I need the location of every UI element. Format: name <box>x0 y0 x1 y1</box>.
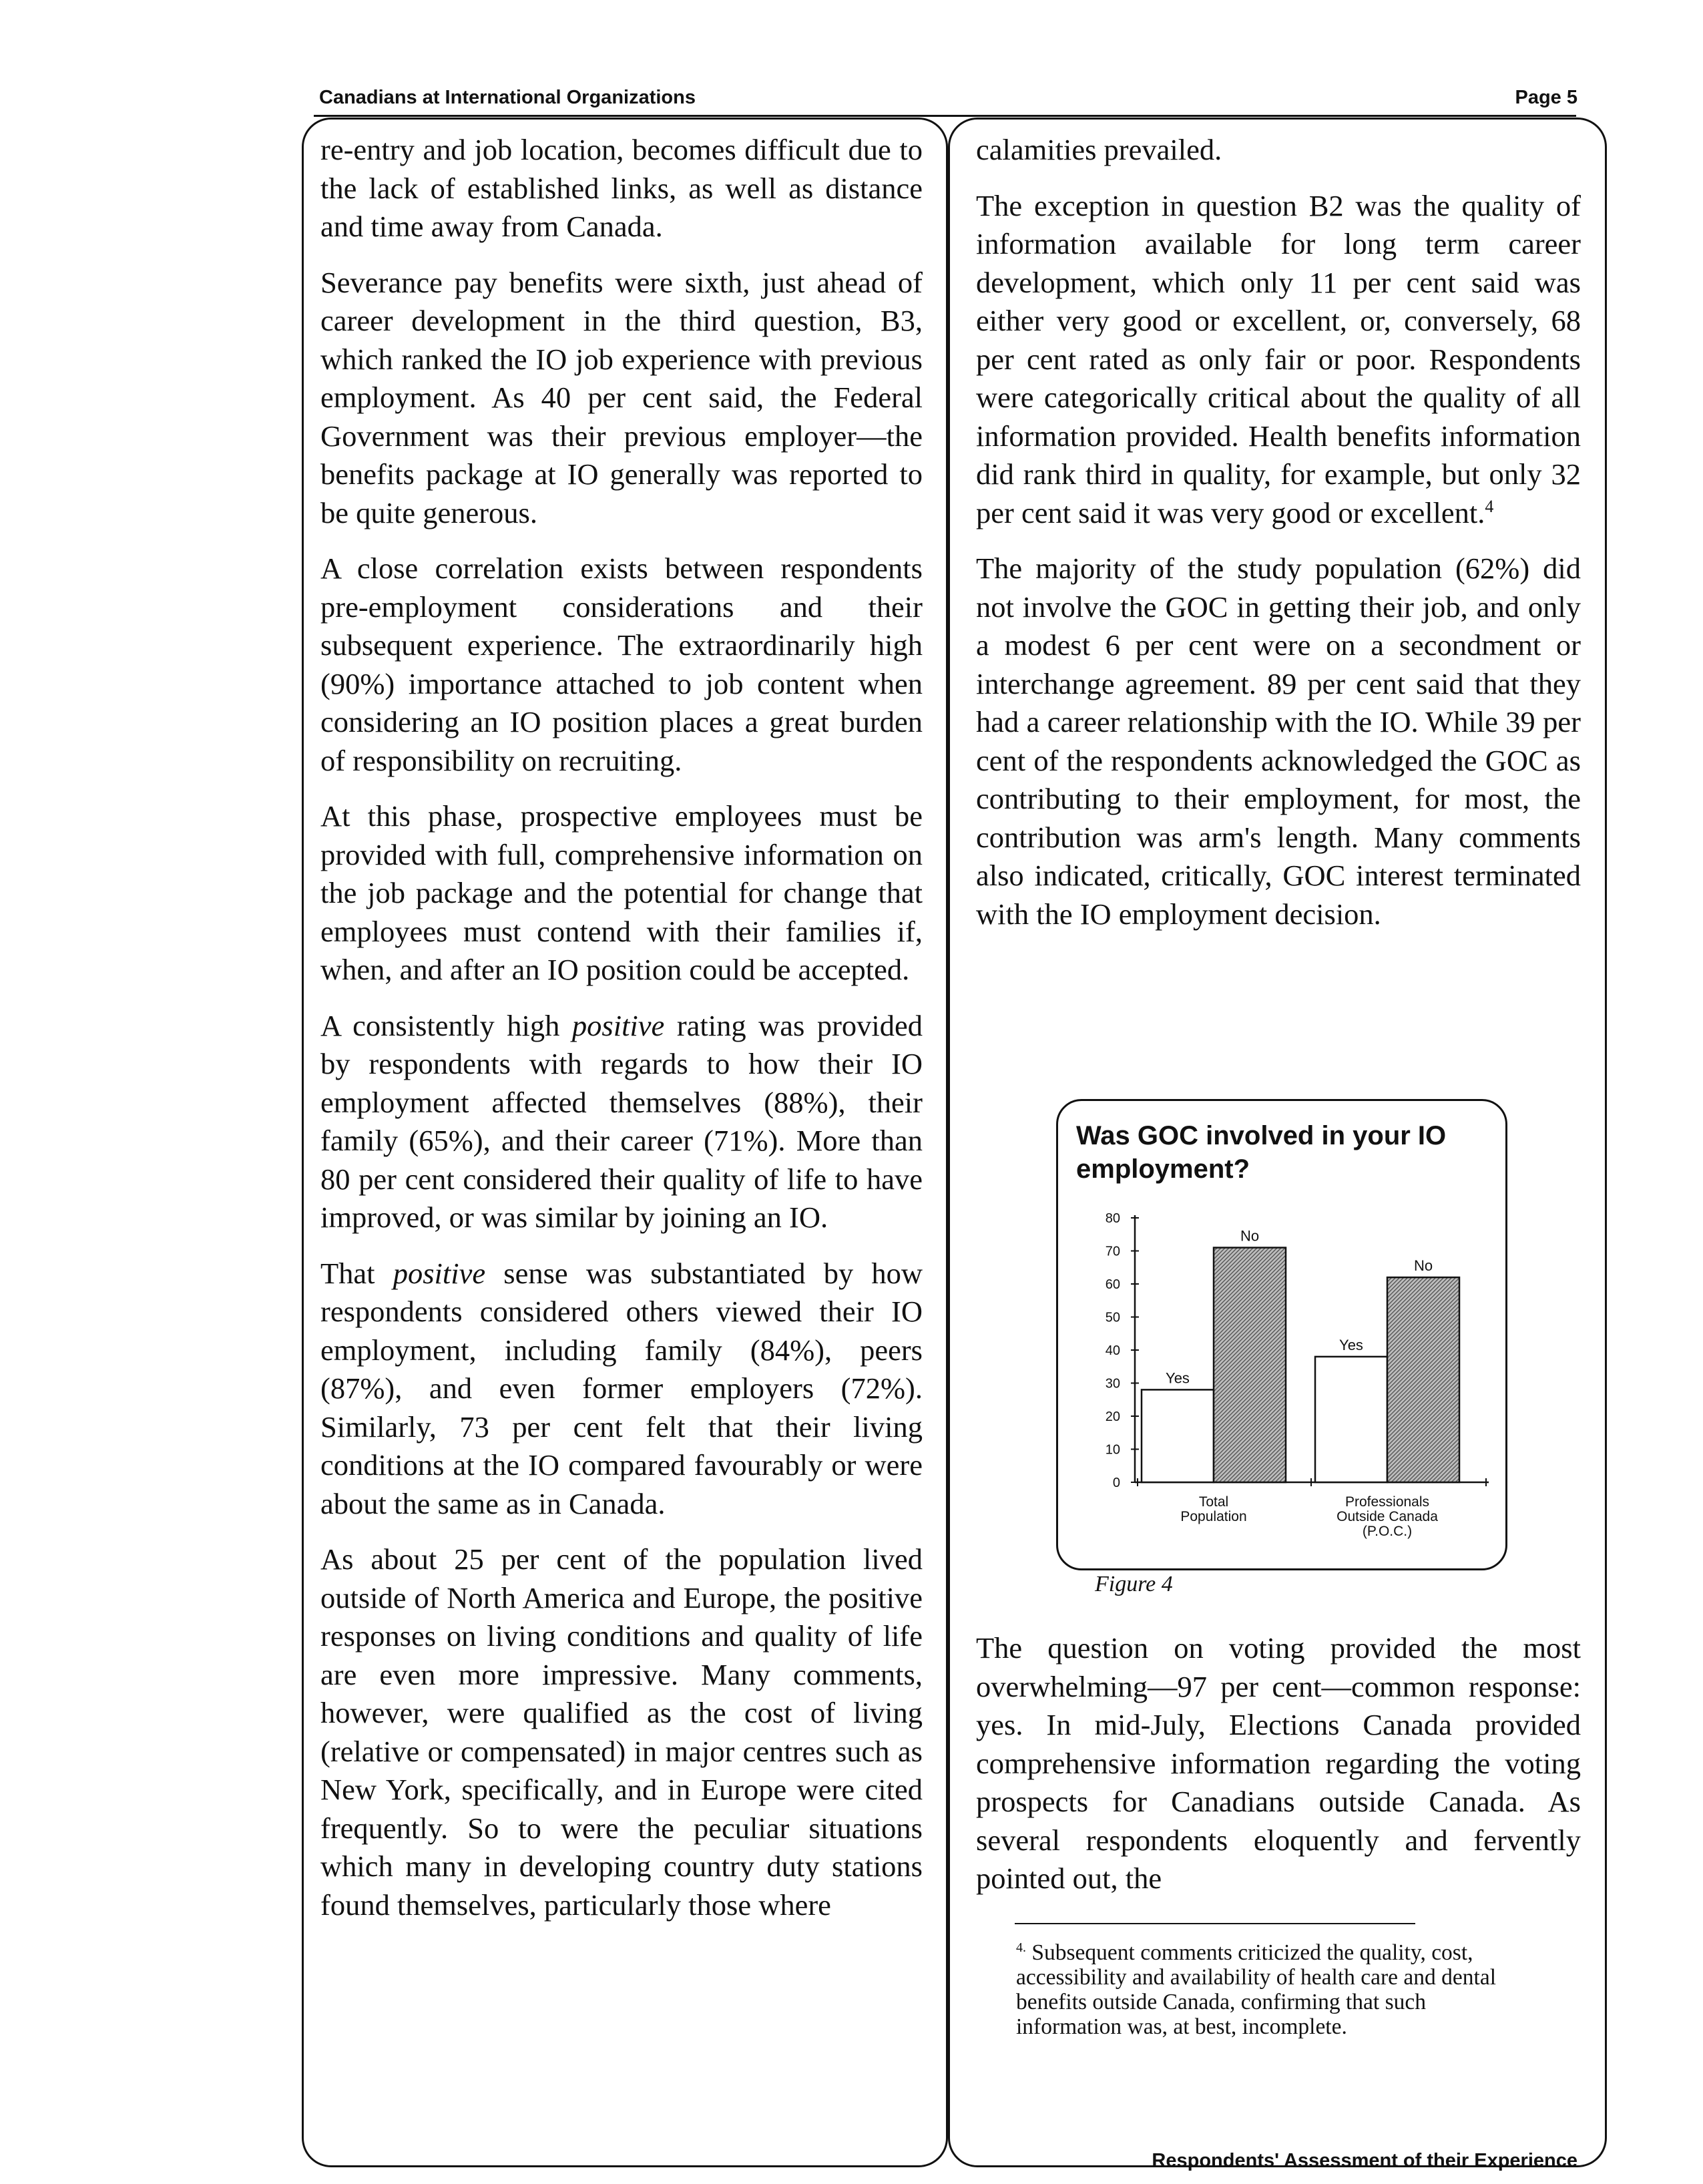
left-column-text <box>320 131 923 1942</box>
paragraph: As about 25 per cent of the population lived outside of North America and Europe, the positive responses on living conditions and quality of life are even more impressive. Many comments, however, were qualified as the cost of living (relative or compensated) in major centres such as New York, specifically, and in Europe were cited frequently. So to were the peculiar situations which many in developing country duty stations found themselves, particularly those where <box>320 1542 923 1922</box>
bar-label: Yes <box>1166 1369 1190 1387</box>
footnote-text: Subsequent comments criticized the quality, cost, accessibility and availability of health care and dental benefits outside Canada, confirming that such information was, at best, incomplete. <box>1016 1940 1497 2039</box>
paragraph: The question on voting provided the most overwhelming—97 per cent—common response: yes. In mid-July, Elections Canada provided comprehensive information regarding the voting prospects for Canadians outside Canada. As several respondents eloquently and fervently pointed out, the <box>976 1631 1581 1895</box>
bar-label: No <box>1413 1257 1433 1275</box>
bar-yes-1 <box>1142 1389 1214 1482</box>
bar-chart <box>1061 1195 1502 1549</box>
bar-yes-2 <box>1315 1357 1387 1482</box>
y-tick-label: 60 <box>1105 1277 1120 1292</box>
paragraph: A close correlation exists between respondents pre-employment considerations and their subsequent experience. The extraordinarily high (90%) importance attached to job content when considering an IO position places a great burden of responsibility on recruiting. <box>320 552 923 777</box>
y-tick-label: 20 <box>1105 1409 1120 1424</box>
paragraph: Severance pay benefits were sixth, just ahead of career development in the third question, B3, which ranked the IO job experience with previous employment. As 40 per cent said, the Federal Government was their previous employer—the benefits package at IO generally was reported to be quite generous. <box>320 265 923 529</box>
y-tick-label: 70 <box>1105 1244 1120 1259</box>
y-tick-label: 30 <box>1105 1376 1120 1391</box>
footnote <box>1016 1940 1523 2039</box>
x-category-label: Outside Canada <box>1336 1509 1438 1524</box>
paragraph: The exception in question B2 was the quality of information available for long term career development, which only 11 per cent said was either very good or excellent, or, conversely, 68 per cent rated as only fair or poor. Respondents were categorically critical about the quality of all information provided. Health benefits information did rank third in quality, for example, but only 32 per cent said it was very good or excellent.$^4$ <box>976 188 1581 529</box>
header-rule <box>314 115 1576 117</box>
y-tick-label: 10 <box>1105 1442 1120 1458</box>
y-tick-label: 80 <box>1105 1211 1120 1226</box>
running-footer: Respondents' Assessment of their Experience <box>1152 2150 1577 2171</box>
running-header-title: Canadians at International Organizations <box>319 87 696 108</box>
right-column-text <box>976 131 1581 951</box>
x-category-label: Total <box>1198 1494 1229 1510</box>
x-category-label: Professionals <box>1345 1494 1430 1510</box>
y-tick-label: 0 <box>1112 1476 1120 1490</box>
bar-no-1 <box>1214 1248 1286 1482</box>
paragraph: A consistently high positive rating was provided by respondents with regards to how their IO employment affected themselves (88%), their family (65%), and their career (71%). More than 80 per cent considered their quality of life to have improved, or was similar by joining an IO. <box>320 1008 923 1234</box>
chart-title: Was GOC involved in your IO employment? <box>1076 1121 1447 1184</box>
y-tick-label: 40 <box>1105 1343 1120 1358</box>
figure-caption: Figure 4 <box>1095 1572 1173 1596</box>
bar-label: No <box>1240 1227 1260 1245</box>
page-number: Page 5 <box>1515 87 1577 108</box>
emphasis: positive <box>571 1008 665 1042</box>
bar-no-2 <box>1387 1277 1459 1482</box>
paragraph: At this phase, prospective employees must be provided with full, comprehensive information on the job package and the potential for change that employees must contend with their families if, when, and after an IO position could be accepted. <box>320 799 923 986</box>
bar-label: Yes <box>1339 1336 1363 1353</box>
y-tick-label: 50 <box>1105 1310 1120 1325</box>
paragraph: That positive sense was substantiated by how respondents considered others viewed their IO employment, including family (84%), peers (87%), and even former employers (72%). Similarly, 73 per cent felt that their living conditions at the IO compared favourably or were about the same as in Canada. <box>320 1256 923 1520</box>
x-category-label: Population <box>1180 1509 1247 1524</box>
paragraph: The majority of the study population (62%) did not involve the GOC in getting their job, and only a modest 6 per cent were on a secondment or interchange agreement. 89 per cent said that they had a career relationship with the IO. While 39 per cent of the respondents acknowledged the GOC as contributing to their employment, for most, the contribution was arm's length. Many comments also indicated, critically, GOC interest terminated with the IO employment decision. <box>976 552 1581 931</box>
right-column-text-continued <box>976 1629 1581 1916</box>
footnote-rule <box>1015 1923 1415 1924</box>
paragraph: re-entry and job location, becomes difficult due to the lack of established links, as well as distance and time away from Canada. <box>320 133 923 243</box>
footnote-marker: 4. <box>1016 1940 1026 1955</box>
x-category-label: (P.O.C.) <box>1362 1524 1413 1539</box>
emphasis: positive <box>393 1256 486 1290</box>
footnote-ref[interactable]: 4 <box>1485 496 1494 516</box>
paragraph: calamities prevailed. <box>976 133 1222 166</box>
